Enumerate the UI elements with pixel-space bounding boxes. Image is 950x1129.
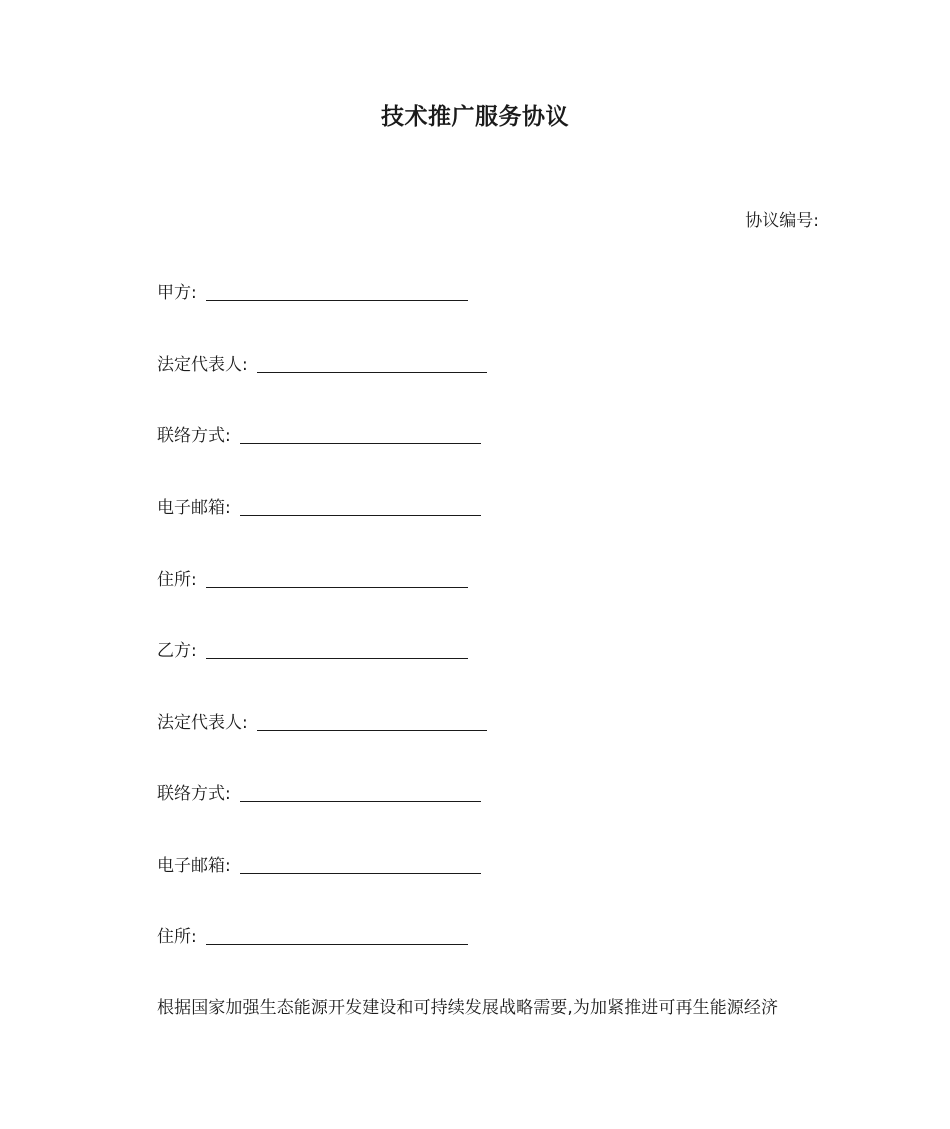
party-b-address-field — [157, 922, 468, 947]
party-a-contact-field — [157, 421, 481, 446]
party-b-label: 乙方: — [157, 641, 197, 661]
party-a-email-field — [157, 493, 481, 518]
intro-paragraph: 根据国家加强生态能源开发建设和可持续发展战略需要,为加紧推进可再生能源经济 — [157, 998, 779, 1018]
party-a-email-blank-line — [240, 497, 481, 516]
party-b-legal-rep-blank-line — [257, 712, 487, 731]
party-a-address-blank-line — [206, 569, 468, 588]
party-a-label: 甲方: — [157, 283, 197, 303]
party-b-email-blank-line — [240, 855, 481, 874]
party-b-email-label: 电子邮箱: — [157, 856, 231, 876]
party-a-email-label: 电子邮箱: — [157, 498, 231, 518]
document-title: 技术推广服务协议 — [381, 104, 569, 130]
party-b-email-field — [157, 851, 481, 876]
party-b-contact-field — [157, 779, 481, 804]
party-b-legal-rep-label: 法定代表人: — [157, 713, 248, 733]
party-a-legal-rep-field — [157, 350, 487, 375]
party-b-contact-blank-line — [240, 783, 481, 802]
party-b-contact-label: 联络方式: — [157, 784, 231, 804]
party-a-contact-label: 联络方式: — [157, 426, 231, 446]
party-b-address-label: 住所: — [157, 927, 197, 947]
party-b-field — [157, 636, 468, 661]
party-a-blank-line — [206, 282, 468, 301]
party-a-address-label: 住所: — [157, 570, 197, 590]
party-a-contact-blank-line — [240, 425, 481, 444]
party-b-legal-rep-field — [157, 708, 487, 733]
party-a-address-field — [157, 565, 468, 590]
party-a-field — [157, 278, 468, 303]
party-b-address-blank-line — [206, 926, 468, 945]
party-a-legal-rep-blank-line — [257, 354, 487, 373]
party-a-legal-rep-label: 法定代表人: — [157, 355, 248, 375]
party-b-blank-line — [206, 640, 468, 659]
agreement-number-label: 协议编号: — [745, 211, 819, 231]
